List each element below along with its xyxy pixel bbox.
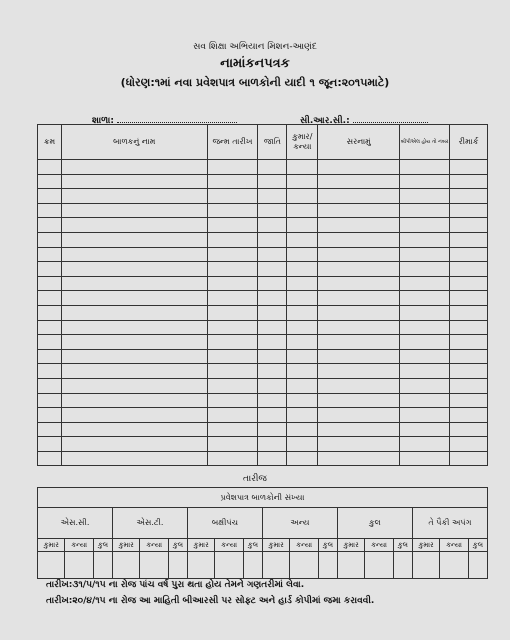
table-cell (61, 378, 207, 393)
table-cell (450, 437, 488, 452)
col-header: બીપીએલ હોય તો નંબર (400, 125, 450, 160)
col-header: બાળકનું નામ (61, 125, 207, 160)
col-header: જન્મ તારીખ (207, 125, 258, 160)
table-cell (258, 160, 287, 175)
col-header: કુમાર/ કન્યા (287, 125, 318, 160)
table-cell (207, 335, 258, 350)
table-row (38, 451, 488, 466)
table-cell (287, 218, 318, 233)
table-cell (61, 393, 207, 408)
table-cell (318, 232, 400, 247)
summary-subcol-header: કુલ (468, 539, 487, 552)
summary-subcol-header: કુમાર (337, 539, 364, 552)
table-cell (318, 364, 400, 379)
table-cell (400, 189, 450, 204)
table-cell (258, 203, 287, 218)
table-cell (207, 408, 258, 423)
table-cell (61, 247, 207, 262)
table-cell (287, 349, 318, 364)
summary-subcol-header: કુલ (318, 539, 337, 552)
summary-group-header: બક્ષીપંચ (187, 508, 262, 539)
summary-cell (187, 552, 214, 579)
table-cell (450, 335, 488, 350)
table-cell (61, 305, 207, 320)
col-header: ક્રમ (38, 125, 62, 160)
table-cell (61, 160, 207, 175)
table-cell (38, 276, 62, 291)
summary-subcol-header: કુમાર (112, 539, 139, 552)
table-cell (207, 305, 258, 320)
school-label: શાળા: (92, 116, 114, 126)
table-cell (258, 276, 287, 291)
table-cell (258, 189, 287, 204)
table-cell (450, 378, 488, 393)
table-cell (450, 247, 488, 262)
table-cell (450, 364, 488, 379)
table-cell (318, 247, 400, 262)
table-cell (287, 320, 318, 335)
col-header: જાતિ (258, 125, 287, 160)
table-row (38, 218, 488, 233)
table-cell (38, 364, 62, 379)
table-header-row (38, 125, 488, 160)
table-row (38, 437, 488, 452)
table-cell (38, 335, 62, 350)
summary-subcol-header: કુલ (93, 539, 112, 552)
summary-subcol-header: કન્યા (65, 539, 94, 552)
table-cell (287, 393, 318, 408)
table-row (38, 349, 488, 364)
table-cell (318, 174, 400, 189)
org-name: સવ શિક્ષા અભિયાન મિશન-આણંદ (193, 42, 317, 52)
table-cell (287, 232, 318, 247)
table-cell (61, 291, 207, 306)
table-cell (450, 232, 488, 247)
summary-subcol-header: કુલ (393, 539, 412, 552)
table-cell (258, 437, 287, 452)
summary-cell (93, 552, 112, 579)
table-cell (38, 232, 62, 247)
table-cell (38, 218, 62, 233)
table-cell (61, 320, 207, 335)
table-cell (61, 276, 207, 291)
summary-cell (65, 552, 94, 579)
table-cell (318, 305, 400, 320)
table-cell (207, 174, 258, 189)
table-cell (207, 349, 258, 364)
table-cell (38, 189, 62, 204)
table-row (38, 160, 488, 175)
summary-caption: તારીજ (243, 474, 267, 484)
table-cell (61, 189, 207, 204)
table-cell (258, 320, 287, 335)
summary-cell (365, 552, 394, 579)
table-row (38, 232, 488, 247)
table-row (38, 262, 488, 277)
table-cell (318, 218, 400, 233)
table-cell (450, 320, 488, 335)
table-cell (38, 262, 62, 277)
table-cell (61, 203, 207, 218)
table-cell (318, 422, 400, 437)
summary-cell (318, 552, 337, 579)
table-cell (400, 349, 450, 364)
note-line: તારીખ:૨૦/૪/૧૫ ના રોજ આ માહિતી બીઆરસી પર સોફ્ટ અને હાર્ડ કોપીમાં જમા કરાવવી. (46, 596, 375, 606)
table-cell (450, 174, 488, 189)
table-cell (318, 378, 400, 393)
table-cell (258, 364, 287, 379)
table-cell (207, 378, 258, 393)
summary-cell (262, 552, 289, 579)
table-cell (450, 218, 488, 233)
table-cell (318, 291, 400, 306)
table-cell (287, 174, 318, 189)
summary-cell (440, 552, 469, 579)
summary-group-header: અન્ય (262, 508, 337, 539)
table-cell (38, 451, 62, 466)
form-title: નામાંકનપત્રક (220, 56, 290, 71)
summary-subcol-header: કન્યા (440, 539, 469, 552)
table-cell (207, 189, 258, 204)
table-cell (450, 276, 488, 291)
table-cell (38, 174, 62, 189)
table-cell (38, 422, 62, 437)
table-cell (287, 305, 318, 320)
table-cell (61, 437, 207, 452)
table-row (38, 393, 488, 408)
table-row (38, 276, 488, 291)
table-cell (258, 335, 287, 350)
summary-cell (337, 552, 364, 579)
table-cell (258, 393, 287, 408)
table-cell (258, 232, 287, 247)
table-cell (61, 408, 207, 423)
table-cell (318, 189, 400, 204)
table-row (38, 408, 488, 423)
summary-cell (112, 552, 139, 579)
table-cell (450, 408, 488, 423)
table-cell (207, 291, 258, 306)
crc-blank (353, 113, 428, 123)
table-cell (287, 335, 318, 350)
summary-cell (140, 552, 169, 579)
table-cell (207, 232, 258, 247)
table-row (38, 189, 488, 204)
table-cell (38, 437, 62, 452)
table-cell (38, 305, 62, 320)
table-cell (400, 422, 450, 437)
summary-cell (468, 552, 487, 579)
table-cell (258, 349, 287, 364)
table-cell (38, 408, 62, 423)
table-cell (258, 174, 287, 189)
table-cell (61, 218, 207, 233)
table-cell (318, 276, 400, 291)
summary-group-header: તે પૈકી અપંગ (412, 508, 487, 539)
table-cell (450, 160, 488, 175)
table-cell (38, 203, 62, 218)
summary-subcol-header: કુમાર (38, 539, 65, 552)
table-cell (450, 189, 488, 204)
table-cell (287, 451, 318, 466)
summary-table (37, 487, 488, 579)
table-cell (38, 349, 62, 364)
table-cell (318, 160, 400, 175)
table-cell (258, 218, 287, 233)
summary-cell (38, 552, 65, 579)
table-cell (318, 320, 400, 335)
table-cell (318, 203, 400, 218)
table-cell (318, 393, 400, 408)
table-cell (38, 160, 62, 175)
table-cell (258, 305, 287, 320)
table-cell (400, 364, 450, 379)
table-row (38, 422, 488, 437)
table-cell (207, 247, 258, 262)
table-cell (318, 408, 400, 423)
table-cell (61, 422, 207, 437)
table-cell (61, 262, 207, 277)
table-cell (61, 335, 207, 350)
table-cell (207, 437, 258, 452)
table-cell (318, 335, 400, 350)
summary-subcol-header: કન્યા (365, 539, 394, 552)
table-cell (61, 349, 207, 364)
summary-cell (393, 552, 412, 579)
table-cell (207, 393, 258, 408)
table-cell (400, 218, 450, 233)
table-cell (287, 291, 318, 306)
table-cell (287, 378, 318, 393)
table-cell (207, 320, 258, 335)
table-cell (207, 422, 258, 437)
table-cell (400, 451, 450, 466)
summary-subcol-header: કન્યા (290, 539, 319, 552)
table-cell (38, 247, 62, 262)
enrollment-table (37, 124, 488, 466)
summary-subcol-header: કુલ (243, 539, 262, 552)
table-cell (258, 291, 287, 306)
table-cell (400, 174, 450, 189)
table-row (38, 247, 488, 262)
table-cell (400, 437, 450, 452)
table-cell (400, 320, 450, 335)
table-cell (318, 437, 400, 452)
col-header: રીમાર્ક (450, 125, 488, 160)
table-cell (287, 203, 318, 218)
table-cell (207, 218, 258, 233)
table-cell (207, 160, 258, 175)
table-cell (258, 451, 287, 466)
table-row (38, 305, 488, 320)
note-line: તારીખ:૩૧/૫/૧૫ ના રોજ પાંચ વર્ષ પુરા થતા હોય તેમને ગણતરીમાં લેવા. (46, 580, 305, 590)
table-cell (287, 160, 318, 175)
table-cell (258, 262, 287, 277)
summary-subcol-header: કુમાર (262, 539, 289, 552)
table-cell (287, 189, 318, 204)
table-cell (400, 335, 450, 350)
table-cell (400, 408, 450, 423)
table-cell (400, 305, 450, 320)
school-blank (117, 113, 237, 123)
table-cell (287, 364, 318, 379)
table-cell (287, 408, 318, 423)
table-cell (318, 451, 400, 466)
table-cell (287, 262, 318, 277)
table-cell (61, 174, 207, 189)
table-row (38, 174, 488, 189)
table-cell (38, 393, 62, 408)
table-cell (258, 247, 287, 262)
col-header: સરનામું (318, 125, 400, 160)
table-cell (258, 378, 287, 393)
summary-cell (243, 552, 262, 579)
table-cell (38, 378, 62, 393)
table-row (38, 364, 488, 379)
table-cell (450, 393, 488, 408)
table-cell (318, 349, 400, 364)
summary-title: પ્રવેશપાત્ર બાળકોની સંખ્યા (38, 488, 488, 508)
summary-group-header: એસ.ટી. (112, 508, 187, 539)
summary-cell (215, 552, 244, 579)
table-row (38, 378, 488, 393)
summary-subcol-header: કુલ (168, 539, 187, 552)
table-cell (400, 160, 450, 175)
table-cell (450, 291, 488, 306)
table-cell (400, 276, 450, 291)
table-cell (38, 320, 62, 335)
summary-subcol-header: કુમાર (187, 539, 214, 552)
summary-cell (168, 552, 187, 579)
summary-subcol-header: કન્યા (215, 539, 244, 552)
table-cell (450, 305, 488, 320)
table-cell (258, 422, 287, 437)
table-cell (207, 262, 258, 277)
table-cell (450, 203, 488, 218)
summary-subcol-header: કન્યા (140, 539, 169, 552)
table-cell (287, 276, 318, 291)
table-cell (258, 408, 287, 423)
table-cell (207, 276, 258, 291)
table-cell (450, 451, 488, 466)
table-cell (38, 291, 62, 306)
table-cell (207, 451, 258, 466)
table-cell (207, 364, 258, 379)
table-cell (400, 378, 450, 393)
table-cell (400, 247, 450, 262)
table-cell (287, 247, 318, 262)
table-cell (400, 262, 450, 277)
table-cell (400, 393, 450, 408)
table-cell (61, 232, 207, 247)
table-row (38, 291, 488, 306)
table-cell (318, 262, 400, 277)
summary-group-header: એસ.સી. (38, 508, 113, 539)
summary-subcol-header: કુમાર (412, 539, 439, 552)
table-cell (287, 437, 318, 452)
summary-group-header: કુલ (337, 508, 412, 539)
table-cell (400, 203, 450, 218)
table-cell (61, 364, 207, 379)
table-cell (61, 451, 207, 466)
summary-cell (290, 552, 319, 579)
summary-cell (412, 552, 439, 579)
table-cell (287, 422, 318, 437)
table-cell (450, 349, 488, 364)
table-cell (450, 262, 488, 277)
table-row (38, 335, 488, 350)
table-cell (400, 232, 450, 247)
table-row (38, 203, 488, 218)
crc-label: સી.આર.સી.: (300, 116, 350, 126)
table-cell (207, 203, 258, 218)
table-row (38, 320, 488, 335)
table-cell (400, 291, 450, 306)
form-subtitle: (ધોરણ:૧માં નવા પ્રવેશપાત્ર બાળકોની યાદી ૧ જૂન:૨૦૧૫માટે) (120, 76, 390, 89)
table-cell (450, 422, 488, 437)
